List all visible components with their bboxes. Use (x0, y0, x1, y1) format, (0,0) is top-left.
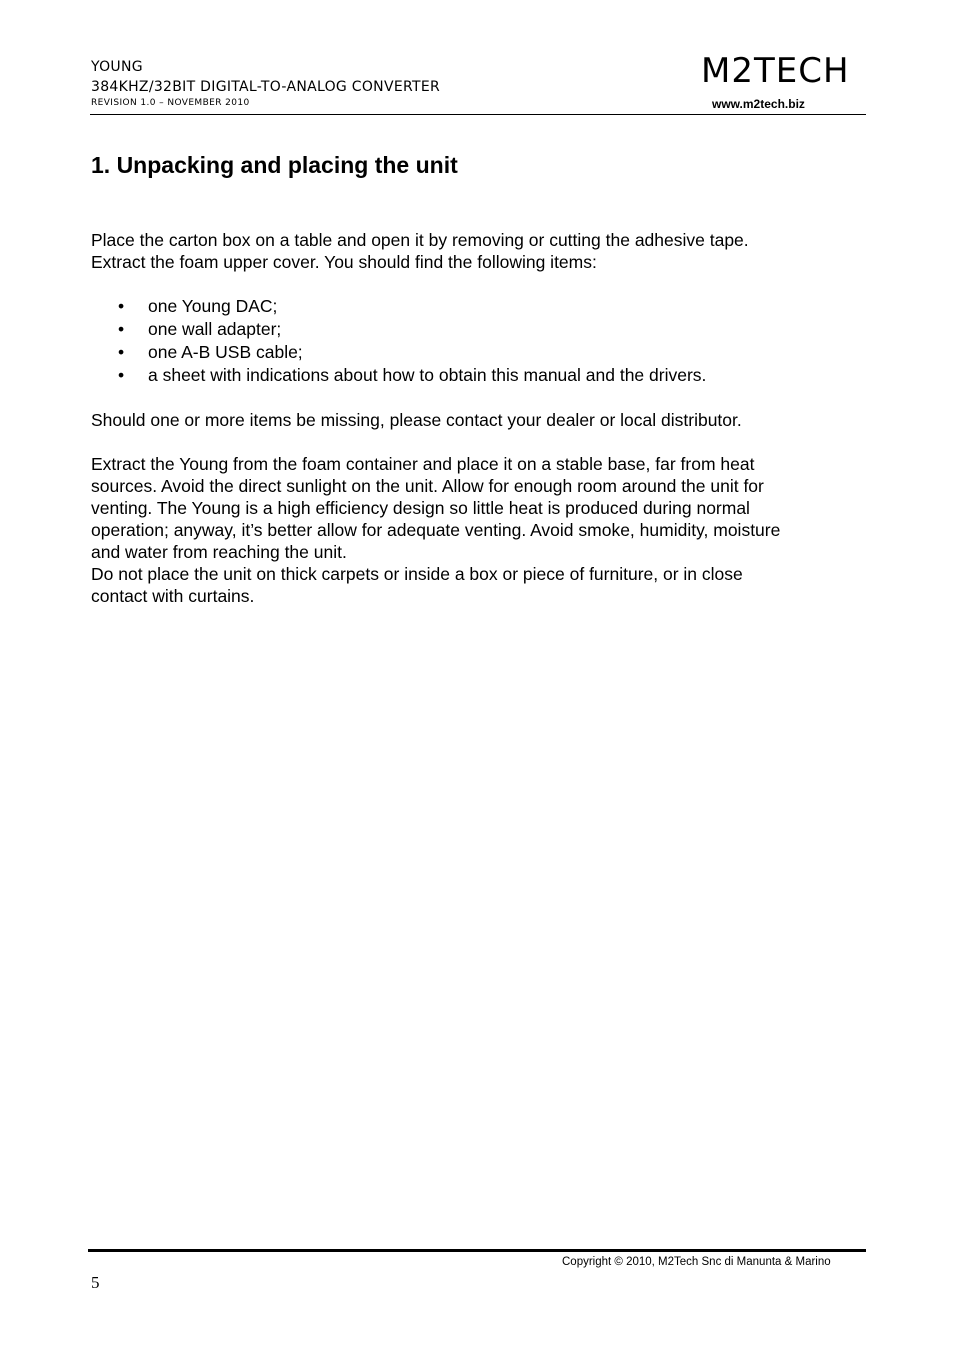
footer-copyright: Copyright © 2010, M2Tech Snc di Manunta & Marino (562, 1256, 831, 1268)
placement-line: Extract the Young from the foam container and place it on a stable base, far from heat (91, 454, 755, 474)
list-item (91, 341, 861, 364)
page-number: 5 (91, 1273, 100, 1292)
missing-items-paragraph: Should one or more items be missing, please contact your dealer or local distributor. (91, 410, 742, 430)
placement-line: operation; anyway, it’s better allow for adequate venting. Avoid smoke, humidity, moisture (91, 520, 781, 540)
list-item (91, 364, 861, 387)
header-website: www.m2tech.biz (712, 97, 805, 111)
list-item (91, 318, 861, 341)
bullet-icon: • (118, 319, 125, 339)
header-revision: REVISION 1.0 – NOVEMBER 2010 (91, 98, 250, 108)
bullet-icon: • (118, 342, 125, 362)
bullet-icon: • (118, 296, 125, 316)
list-item-text: a sheet with indications about how to obtain this manual and the drivers. (148, 365, 707, 385)
placement-paragraph (91, 453, 861, 607)
intro-line: Extract the foam upper cover. You should find the following items: (91, 252, 597, 272)
intro-line: Place the carton box on a table and open it by removing or cutting the adhesive tape. (91, 230, 749, 250)
footer-divider (88, 1249, 866, 1252)
placement-line: venting. The Young is a high efficiency design so little heat is produced during normal (91, 498, 750, 518)
bullet-icon: • (118, 365, 125, 385)
list-item-text: one wall adapter; (148, 319, 282, 339)
placement-line: and water from reaching the unit. (91, 542, 347, 562)
placement-line: Do not place the unit on thick carpets or inside a box or piece of furniture, or in close (91, 564, 743, 584)
brand-logo: M2TECH (701, 51, 850, 91)
main-content (91, 150, 861, 607)
list-item-text: one Young DAC; (148, 296, 278, 316)
page-header (90, 51, 866, 115)
items-list (91, 295, 861, 387)
placement-line: sources. Avoid the direct sunlight on the unit. Allow for enough room around the unit for (91, 476, 764, 496)
intro-paragraph (91, 229, 861, 273)
header-product-name: YOUNG (91, 59, 143, 75)
placement-line: contact with curtains. (91, 586, 255, 606)
list-item (91, 295, 861, 318)
list-item-text: one A-B USB cable; (148, 342, 303, 362)
header-product-subtitle: 384KHZ/32BIT DIGITAL-TO-ANALOG CONVERTER (91, 79, 441, 95)
section-title: 1. Unpacking and placing the unit (91, 152, 458, 178)
